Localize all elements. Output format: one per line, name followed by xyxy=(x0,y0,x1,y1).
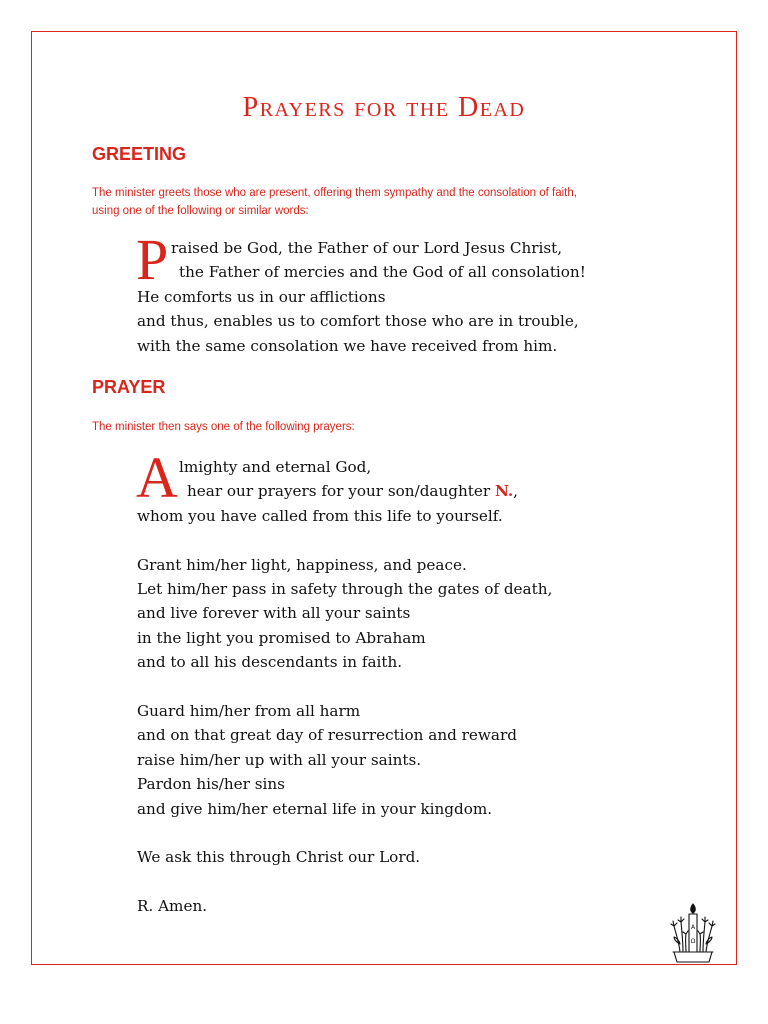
response-line: R. Amen. xyxy=(137,897,208,916)
greeting-line-4: and thus, enables us to comfort those who are in trouble, xyxy=(137,312,579,331)
candle-and-lilies-icon xyxy=(668,902,718,964)
stanza-2-line-3: and live forever with all your saints xyxy=(137,604,411,623)
seal-alpha: A xyxy=(690,924,696,931)
prayer-line-2-text: hear our prayers for your son/daughter xyxy=(187,482,495,501)
prayer-verse xyxy=(137,455,552,919)
stanza-break xyxy=(137,528,552,552)
stanza-3-line-1: Guard him/her from all harm xyxy=(137,702,361,721)
conclusion-line: We ask this through Christ our Lord. xyxy=(137,848,421,867)
greeting-verse xyxy=(137,236,586,358)
prayer-line-1: lmighty and eternal God, xyxy=(179,458,372,476)
stanza-break xyxy=(137,821,552,845)
stanza-3-line-5: and give him/her eternal life in your kingdom. xyxy=(137,799,493,818)
greeting-drop-cap: P xyxy=(136,227,169,292)
stanza-2-line-5: and to all his descendants in faith. xyxy=(137,653,403,672)
stanza-break xyxy=(137,870,552,894)
seal-omega: Ω xyxy=(690,938,696,945)
stanza-3-line-2: and on that great day of resurrection and reward xyxy=(137,726,517,745)
greeting-line-1: raised be God, the Father of our Lord Jesus Christ, xyxy=(171,239,563,257)
prayer-line-3: whom you have called from this life to yourself. xyxy=(137,506,503,525)
page-title: Prayers for the Dead xyxy=(242,92,526,123)
greeting-heading: GREETING xyxy=(92,144,187,164)
prayer-drop-cap: A xyxy=(136,445,178,510)
stanza-3-line-3: raise him/her up with all your saints. xyxy=(137,750,422,769)
greeting-line-2: the Father of mercies and the God of all consolation! xyxy=(179,263,586,282)
stanza-2-line-4: in the light you promised to Abraham xyxy=(137,628,426,647)
stanza-break xyxy=(137,675,552,699)
prayer-heading: PRAYER xyxy=(92,377,166,397)
stanza-2-line-1: Grant him/her light, happiness, and peace. xyxy=(137,555,467,574)
greeting-rubric-line-2: using one of the following or similar words: xyxy=(92,205,309,217)
greeting-rubric xyxy=(92,184,712,220)
greeting-rubric-line-1: The minister greets those who are present, offering them sympathy and the consolation of faith, xyxy=(92,187,577,199)
stanza-3-line-4: Pardon his/her sins xyxy=(137,775,285,794)
prayer-line-2 xyxy=(137,479,552,503)
prayer-rubric: The minister then says one of the following prayers: xyxy=(92,421,355,433)
greeting-line-3: He comforts us in our afflictions xyxy=(137,287,386,306)
stanza-2-line-2: Let him/her pass in safety through the gates of death, xyxy=(137,580,553,599)
prayer-line-2-comma: , xyxy=(513,482,518,501)
greeting-line-5: with the same consolation we have received from him. xyxy=(137,336,558,355)
name-marker: N. xyxy=(494,482,514,501)
